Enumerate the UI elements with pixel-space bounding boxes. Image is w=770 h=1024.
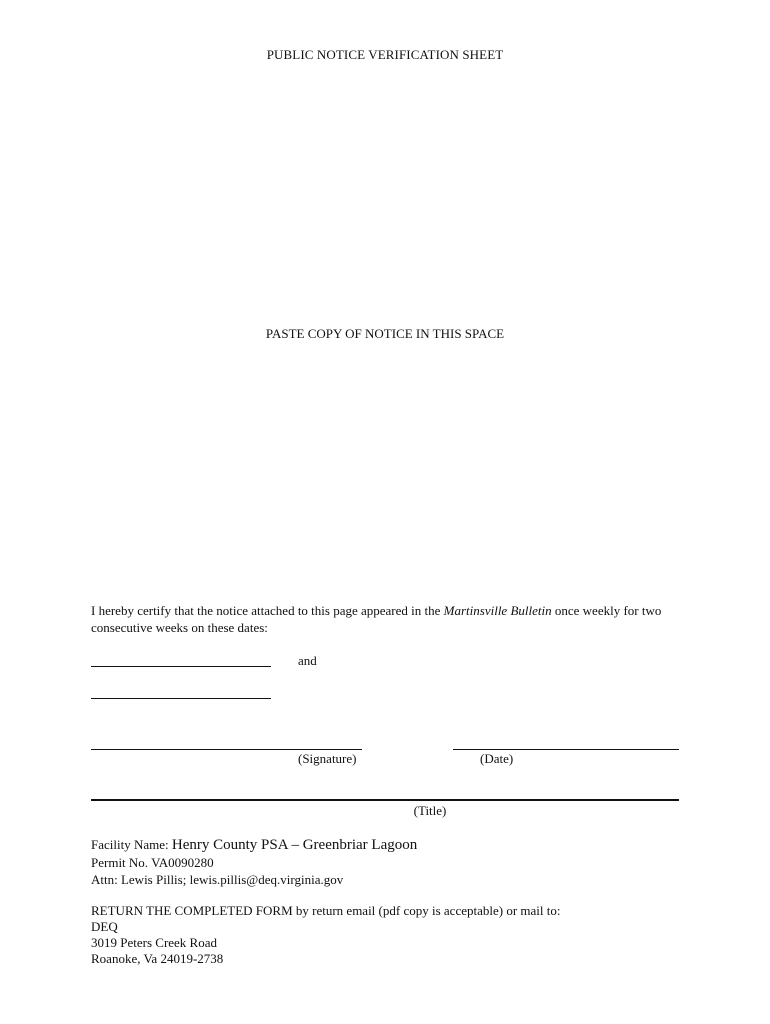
return-instruction-text: RETURN THE COMPLETED FORM by return email (pdf copy is acceptable) or mail to:	[91, 903, 561, 918]
signature-field[interactable]	[91, 737, 362, 750]
certification-text-start: I hereby certify that the notice attached to this page appeared in the	[91, 603, 444, 618]
second-date-field[interactable]	[91, 686, 271, 699]
first-date-field[interactable]	[91, 654, 271, 667]
and-label: and	[298, 653, 317, 668]
return-agency: DEQ	[91, 919, 118, 934]
date-field[interactable]	[453, 737, 679, 750]
certification-statement	[91, 602, 686, 636]
title-field[interactable]	[91, 799, 679, 801]
return-street: 3019 Peters Creek Road	[91, 935, 218, 950]
return-city: Roanoke, Va 24019-2738	[91, 951, 224, 966]
attention-contact: Attn: Lewis Pillis; lewis.pillis@deq.virginia.gov	[91, 872, 344, 887]
return-instructions	[91, 903, 560, 967]
facility-name-value: Henry County PSA – Greenbriar Lagoon	[171, 837, 418, 853]
facility-name-line	[91, 836, 417, 854]
signature-label: (Signature)	[298, 751, 357, 766]
newspaper-name: Martinsville Bulletin	[443, 603, 552, 618]
facility-name-label: Facility Name:	[91, 837, 172, 852]
certification-text-end: once weekly for two consecutive weeks on these dates:	[91, 603, 662, 635]
date-label: (Date)	[480, 751, 514, 766]
paste-instruction: PASTE COPY OF NOTICE IN THIS SPACE	[265, 326, 505, 341]
title-label: (Title)	[413, 803, 447, 818]
permit-number: Permit No. VA0090280	[91, 855, 214, 870]
facility-info	[91, 836, 417, 888]
page-title: PUBLIC NOTICE VERIFICATION SHEET	[266, 47, 504, 62]
